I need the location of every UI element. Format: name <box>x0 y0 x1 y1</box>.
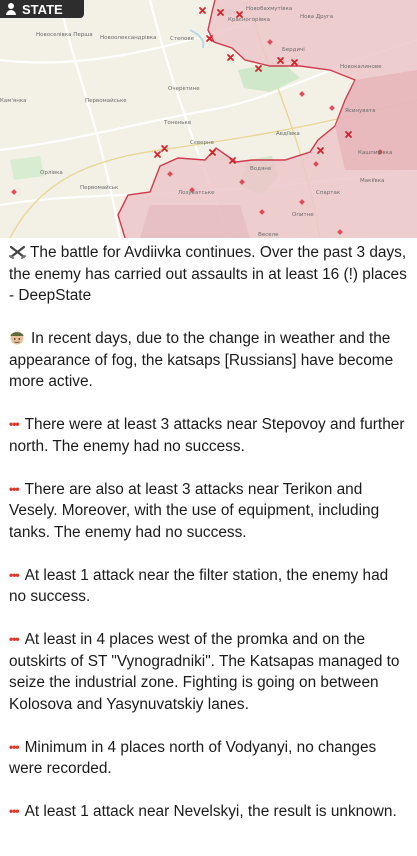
map-label: Новокалинове <box>340 64 382 70</box>
post-paragraph-context <box>9 328 409 393</box>
red-dots-icon: ••• <box>9 481 19 496</box>
map-label: Новоолександрівка <box>100 35 157 41</box>
post-paragraph-intro <box>9 242 409 307</box>
map-label: Орлівка <box>40 170 63 176</box>
intro-text: The battle for Avdiivka continues. Over the past 3 days, the enemy has carried out assaults in at least 16 (!) places - DeepState <box>9 244 407 304</box>
map-label: Ясинувата <box>345 108 376 114</box>
map-label: Степове <box>170 36 195 42</box>
map-label: Веселе <box>258 232 279 238</box>
badge-label: STATE <box>22 1 63 17</box>
map-label: Очеретине <box>168 86 200 92</box>
map-label: Спартак <box>316 190 341 196</box>
map-label: Новобахмутівка <box>246 6 293 12</box>
map-label: Бердичі <box>282 47 305 53</box>
map-label: Кам'янка <box>0 98 27 104</box>
context-text: In recent days, due to the change in weather and the appearance of fog, the katsaps [Russians] have become more active. <box>9 330 394 390</box>
bullet-text: At least in 4 places west of the promka and on the outskirts of ST "Vynogradniki". The Katsapas managed to seize the industrial zone. Fighting is going on between Kolosova and Yasynuvatskiy lanes. <box>9 631 400 713</box>
red-dots-icon: ••• <box>9 567 19 582</box>
map-label: Сєверне <box>190 140 214 146</box>
map-label: Макіївка <box>360 178 385 184</box>
post-bullet <box>9 629 409 715</box>
map-label: Нова Друга <box>300 14 334 20</box>
map-label: Кашпирівка <box>358 150 393 156</box>
post-body <box>0 242 417 823</box>
map-label: Тоненьке <box>164 120 192 126</box>
bullet-text: There are also at least 3 attacks near Terikon and Vesely. Moreover, with the use of equipment, including tanks. The enemy had no success. <box>9 480 380 541</box>
bullet-text: Minimum in 4 places north of Vodyanyi, no changes were recorded. <box>9 738 377 777</box>
post-bullet <box>9 737 409 780</box>
post-bullet <box>9 414 409 457</box>
map-label: Опитне <box>292 212 314 218</box>
map-label: Лозуватське <box>178 190 215 196</box>
post-bullet <box>9 479 409 544</box>
frontline-map[interactable] <box>0 0 417 238</box>
post-bullet <box>9 801 409 823</box>
red-dots-icon: ••• <box>9 632 19 646</box>
map-label: Первомайськ <box>80 185 119 191</box>
map-label: Авдіївка <box>276 131 300 137</box>
red-dots-icon: ••• <box>9 804 19 818</box>
post-bullet <box>9 565 409 608</box>
map-label: Новоселівка Перша <box>36 32 93 38</box>
red-dots-icon: ••• <box>9 739 19 754</box>
crossed-swords-icon <box>9 244 26 258</box>
map-label: Красногорівка <box>228 17 270 23</box>
soldier-emoji-icon <box>9 329 25 345</box>
map-label: Водяне <box>250 166 272 172</box>
person-icon <box>6 3 16 15</box>
red-dots-icon: ••• <box>9 417 19 431</box>
bullet-text: At least 1 attack near Nevelskyi, the result is unknown. <box>24 803 397 820</box>
map-label: Первомайське <box>85 98 127 104</box>
bullet-text: There were at least 3 attacks near Stepovoy and further north. The enemy had no success. <box>9 416 405 455</box>
deepstate-badge <box>0 0 84 18</box>
bullet-text: At least 1 attack near the filter station, the enemy had no success. <box>9 566 389 605</box>
